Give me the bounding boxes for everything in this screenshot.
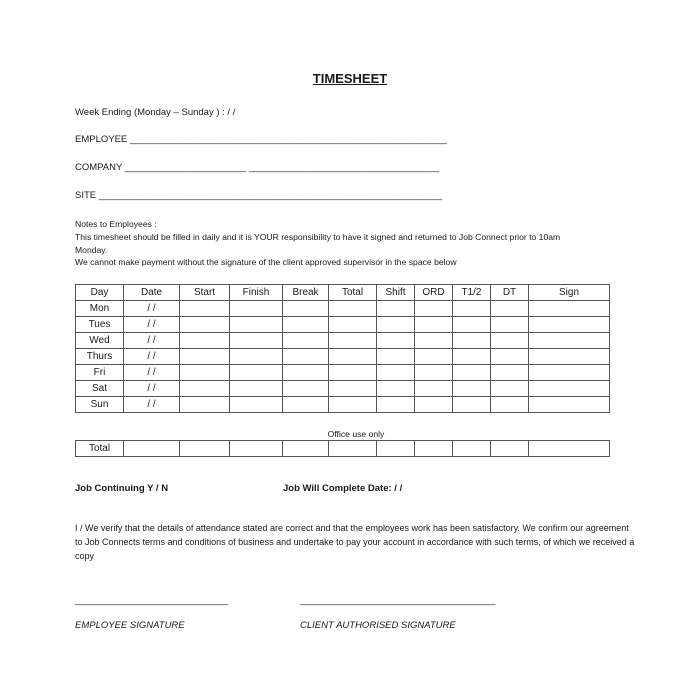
date-cell[interactable]: / / xyxy=(124,349,180,365)
dt-cell[interactable] xyxy=(491,381,529,397)
break-cell[interactable] xyxy=(283,381,329,397)
t12-cell[interactable] xyxy=(453,365,491,381)
finish-cell[interactable] xyxy=(230,397,283,413)
date-cell[interactable]: / / xyxy=(124,381,180,397)
table-row xyxy=(76,317,610,333)
dt-cell[interactable] xyxy=(491,365,529,381)
notes-line-3: We cannot make payment without the signature of the client approved supervisor in the space below xyxy=(75,257,457,267)
notes-line-2: Monday. xyxy=(75,245,108,255)
total-sign-cell[interactable] xyxy=(529,441,610,457)
finish-cell[interactable] xyxy=(230,381,283,397)
break-cell[interactable] xyxy=(283,397,329,413)
week-ending-field[interactable]: Week Ending (Monday – Sunday ) : / / xyxy=(75,107,236,118)
total-shift-cell[interactable] xyxy=(377,441,415,457)
total-dt-cell[interactable] xyxy=(491,441,529,457)
header-dt: DT xyxy=(491,285,529,301)
break-cell[interactable] xyxy=(283,333,329,349)
date-cell[interactable]: / / xyxy=(124,317,180,333)
day-cell: Fri xyxy=(76,365,124,381)
start-cell[interactable] xyxy=(180,349,230,365)
table-row xyxy=(76,349,610,365)
table-row xyxy=(76,365,610,381)
break-cell[interactable] xyxy=(283,317,329,333)
break-cell[interactable] xyxy=(283,301,329,317)
day-cell: Wed xyxy=(76,333,124,349)
shift-cell[interactable] xyxy=(377,333,415,349)
job-continuing-field[interactable]: Job Continuing Y / N xyxy=(75,483,169,494)
shift-cell[interactable] xyxy=(377,397,415,413)
table-row xyxy=(76,333,610,349)
dt-cell[interactable] xyxy=(491,397,529,413)
header-t12: T1/2 xyxy=(453,285,491,301)
shift-cell[interactable] xyxy=(377,365,415,381)
table-row xyxy=(76,301,610,317)
dt-cell[interactable] xyxy=(491,317,529,333)
day-cell: Tues xyxy=(76,317,124,333)
t12-cell[interactable] xyxy=(453,301,491,317)
sign-cell[interactable] xyxy=(529,365,610,381)
employee-signature-label: EMPLOYEE SIGNATURE xyxy=(75,620,185,631)
employee-signature-line[interactable]: _____________________________ xyxy=(75,595,229,606)
timesheet-table xyxy=(75,284,610,413)
total-date-cell[interactable] xyxy=(124,441,180,457)
job-complete-date-field[interactable]: Job Will Complete Date: / / xyxy=(283,483,403,494)
employee-field[interactable]: EMPLOYEE ____________________________________________________________ xyxy=(75,134,447,145)
client-signature-label: CLIENT AUTHORISED SIGNATURE xyxy=(300,620,456,631)
ord-cell[interactable] xyxy=(415,317,453,333)
start-cell[interactable] xyxy=(180,301,230,317)
dt-cell[interactable] xyxy=(491,301,529,317)
total-start-cell[interactable] xyxy=(180,441,230,457)
header-finish: Finish xyxy=(230,285,283,301)
dt-cell[interactable] xyxy=(491,333,529,349)
notes-heading: Notes to Employees : xyxy=(75,219,157,229)
start-cell[interactable] xyxy=(180,333,230,349)
break-cell[interactable] xyxy=(283,365,329,381)
total-row xyxy=(76,441,610,457)
total-break-cell[interactable] xyxy=(283,441,329,457)
date-cell[interactable]: / / xyxy=(124,397,180,413)
date-cell[interactable]: / / xyxy=(124,365,180,381)
start-cell[interactable] xyxy=(180,381,230,397)
day-cell: Thurs xyxy=(76,349,124,365)
t12-cell[interactable] xyxy=(453,349,491,365)
total-cell[interactable] xyxy=(329,397,377,413)
finish-cell[interactable] xyxy=(230,365,283,381)
day-cell: Mon xyxy=(76,301,124,317)
ord-cell[interactable] xyxy=(415,301,453,317)
finish-cell[interactable] xyxy=(230,333,283,349)
total-cell[interactable] xyxy=(329,365,377,381)
sign-cell[interactable] xyxy=(529,381,610,397)
total-cell[interactable] xyxy=(329,301,377,317)
total-cell[interactable] xyxy=(329,381,377,397)
finish-cell[interactable] xyxy=(230,301,283,317)
start-cell[interactable] xyxy=(180,397,230,413)
ord-cell[interactable] xyxy=(415,349,453,365)
total-cell[interactable] xyxy=(329,317,377,333)
date-cell[interactable]: / / xyxy=(124,333,180,349)
office-total-table xyxy=(75,440,610,457)
finish-cell[interactable] xyxy=(230,317,283,333)
total-cell[interactable] xyxy=(329,349,377,365)
finish-cell[interactable] xyxy=(230,349,283,365)
break-cell[interactable] xyxy=(283,349,329,365)
client-signature-line[interactable]: _____________________________________ xyxy=(300,595,496,606)
table-row xyxy=(76,381,610,397)
day-cell: Sat xyxy=(76,381,124,397)
notes-line-1: This timesheet should be filled in daily and it is YOUR responsibility to have it signed and returned to Job Connect prior to 10am xyxy=(75,232,561,242)
total-total-cell[interactable] xyxy=(329,441,377,457)
total-finish-cell[interactable] xyxy=(230,441,283,457)
shift-cell[interactable] xyxy=(377,381,415,397)
ord-cell[interactable] xyxy=(415,365,453,381)
sign-cell[interactable] xyxy=(529,349,610,365)
header-sign: Sign xyxy=(529,285,610,301)
header-ord: ORD xyxy=(415,285,453,301)
ord-cell[interactable] xyxy=(415,333,453,349)
ord-cell[interactable] xyxy=(415,381,453,397)
shift-cell[interactable] xyxy=(377,317,415,333)
header-total: Total xyxy=(329,285,377,301)
total-t12-cell[interactable] xyxy=(453,441,491,457)
dt-cell[interactable] xyxy=(491,349,529,365)
sign-cell[interactable] xyxy=(529,317,610,333)
t12-cell[interactable] xyxy=(453,317,491,333)
page-title: TIMESHEET xyxy=(312,71,388,86)
t12-cell[interactable] xyxy=(453,397,491,413)
sign-cell[interactable] xyxy=(529,397,610,413)
start-cell[interactable] xyxy=(180,365,230,381)
header-break: Break xyxy=(283,285,329,301)
table-row xyxy=(76,397,610,413)
site-field[interactable]: SITE _________________________________________________________________ xyxy=(75,190,443,201)
shift-cell[interactable] xyxy=(377,349,415,365)
start-cell[interactable] xyxy=(180,317,230,333)
table-header-row xyxy=(76,285,610,301)
company-field[interactable]: COMPANY _______________________ ____________________________________ xyxy=(75,162,440,173)
total-cell[interactable] xyxy=(329,333,377,349)
date-cell[interactable]: / / xyxy=(124,301,180,317)
total-ord-cell[interactable] xyxy=(415,441,453,457)
sign-cell[interactable] xyxy=(529,301,610,317)
sign-cell[interactable] xyxy=(529,333,610,349)
header-start: Start xyxy=(180,285,230,301)
total-label: Total xyxy=(76,441,124,457)
ord-cell[interactable] xyxy=(415,397,453,413)
t12-cell[interactable] xyxy=(453,333,491,349)
shift-cell[interactable] xyxy=(377,301,415,317)
header-shift: Shift xyxy=(377,285,415,301)
office-use-label: Office use only xyxy=(327,429,385,439)
t12-cell[interactable] xyxy=(453,381,491,397)
day-cell: Sun xyxy=(76,397,124,413)
header-date: Date xyxy=(124,285,180,301)
verification-statement: I / We verify that the details of attendance stated are correct and that the employees work has been satisfactory. We confirm our agreement to Job Connects terms and conditions of business and undertake to pay your account in accordance with such terms, of which we received a copy xyxy=(75,523,635,561)
header-day: Day xyxy=(76,285,124,301)
